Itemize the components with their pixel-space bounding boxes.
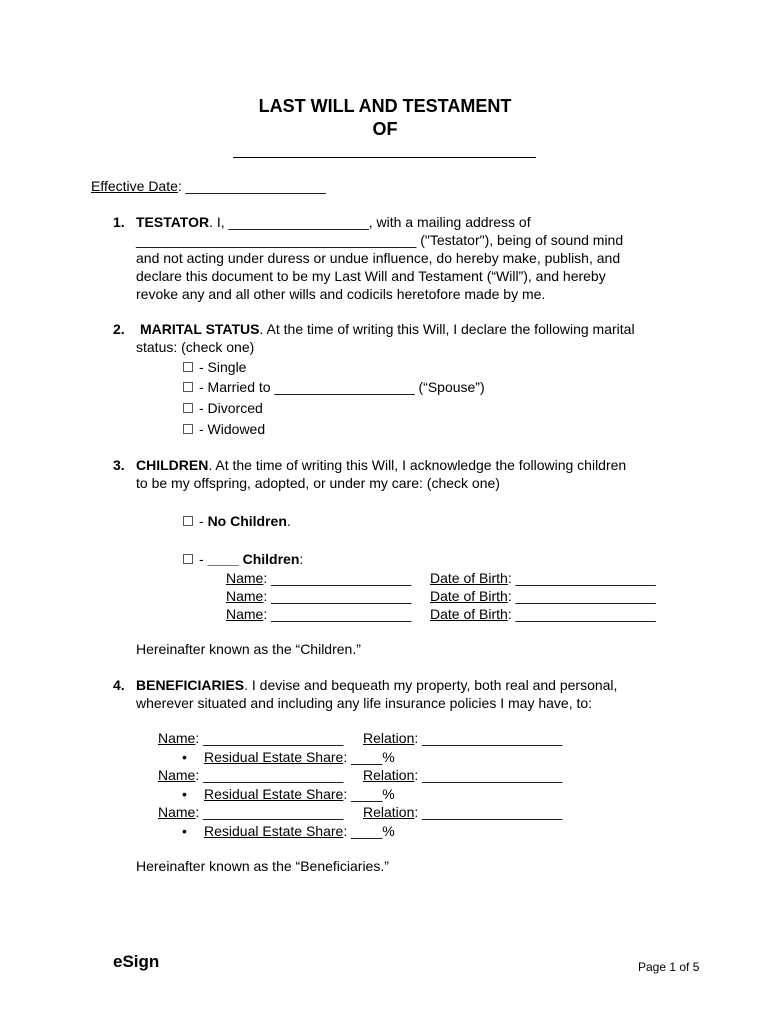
child-dob[interactable] <box>430 569 656 587</box>
section-3-number: 3. <box>113 457 125 473</box>
child-dob-label: Date of Birth <box>430 588 508 604</box>
effective-date-field[interactable] <box>91 177 326 195</box>
section-1-number: 1. <box>113 214 125 230</box>
checkbox-icon[interactable] <box>183 516 193 526</box>
share-blank[interactable]: : ____% <box>343 823 395 839</box>
child-dob[interactable] <box>430 587 656 605</box>
beneficiary-relation-blank[interactable]: : __________________ <box>414 804 563 820</box>
children-hereinafter: Hereinafter known as the “Children.” <box>136 641 361 657</box>
section-1-heading: TESTATOR <box>136 214 210 230</box>
child-row[interactable] <box>226 587 411 605</box>
beneficiary-relation[interactable] <box>363 766 562 784</box>
section-4-line-1 <box>136 676 617 694</box>
section-2-number: 2. <box>113 321 125 337</box>
section-4-line-2: wherever situated and including any life insurance policies I may have, to: <box>136 695 593 711</box>
section-2-line-2: status: (check one) <box>136 339 255 355</box>
beneficiary-name-label: Name <box>158 804 196 820</box>
share-label: Residual Estate Share <box>204 823 344 839</box>
children-label: Children <box>242 551 300 567</box>
beneficiary-share[interactable] <box>182 785 395 803</box>
marital-option-label[interactable]: - Married to __________________ (“Spouse”) <box>199 379 485 395</box>
share-label: Residual Estate Share <box>204 786 344 802</box>
marital-option-widowed[interactable] <box>183 420 265 438</box>
child-row[interactable] <box>226 569 411 587</box>
no-children-label: No Children <box>207 513 287 529</box>
bullet-icon: • <box>182 823 187 839</box>
testator-name-line[interactable] <box>233 157 536 158</box>
share-label: Residual Estate Share <box>204 749 344 765</box>
option-prefix: - <box>199 513 208 529</box>
marital-option-label: - Divorced <box>199 400 263 416</box>
child-name-label: Name <box>226 588 264 604</box>
section-4-number: 4. <box>113 677 125 693</box>
section-3-heading: CHILDREN <box>136 457 209 473</box>
child-dob-label: Date of Birth <box>430 570 508 586</box>
beneficiary-name-blank[interactable]: : __________________ <box>195 730 344 746</box>
section-3-line-2: to be my offspring, adopted, or under my care: (check one) <box>136 475 500 491</box>
beneficiary-relation-label: Relation <box>363 804 415 820</box>
beneficiary-relation[interactable] <box>363 729 562 747</box>
section-1-text-1[interactable]: . I, __________________, with a mailing address of <box>209 214 531 230</box>
beneficiary-share[interactable] <box>182 822 395 840</box>
marital-option-divorced[interactable] <box>183 399 263 417</box>
beneficiary-name[interactable] <box>158 766 343 784</box>
marital-option-single[interactable] <box>183 358 246 376</box>
beneficiary-name[interactable] <box>158 803 343 821</box>
document-title-of: OF <box>372 119 398 139</box>
child-name-label: Name <box>226 570 264 586</box>
marital-option-label: - Single <box>199 359 247 375</box>
section-2-text-1: . At the time of writing this Will, I declare the following marital <box>259 321 635 337</box>
beneficiary-relation-blank[interactable]: : __________________ <box>414 730 563 746</box>
marital-option-label: - Widowed <box>199 421 266 437</box>
beneficiary-name-label: Name <box>158 730 196 746</box>
section-3-line-1 <box>136 456 626 474</box>
section-2-heading: MARITAL STATUS <box>140 321 260 337</box>
share-blank[interactable]: : ____% <box>343 786 395 802</box>
children-option-some[interactable] <box>183 550 303 568</box>
section-4-text-1: . I devise and bequeath my property, both real and personal, <box>244 677 618 693</box>
bullet-icon: • <box>182 749 187 765</box>
beneficiary-name-blank[interactable]: : __________________ <box>195 804 344 820</box>
children-count-blank[interactable]: ____ <box>207 551 239 567</box>
section-1-line-5: revoke any and all other wills and codicils heretofore made by me. <box>136 286 546 302</box>
beneficiary-relation-label: Relation <box>363 730 415 746</box>
checkbox-icon[interactable] <box>183 424 193 434</box>
bullet-icon: • <box>182 786 187 802</box>
beneficiary-relation-label: Relation <box>363 767 415 783</box>
beneficiary-name[interactable] <box>158 729 343 747</box>
child-dob-blank[interactable]: : __________________ <box>507 588 656 604</box>
child-dob-blank[interactable]: : __________________ <box>507 606 656 622</box>
beneficiary-name-label: Name <box>158 767 196 783</box>
share-blank[interactable]: : ____% <box>343 749 395 765</box>
beneficiary-share[interactable] <box>182 748 395 766</box>
checkbox-icon[interactable] <box>183 362 193 372</box>
beneficiary-name-blank[interactable]: : __________________ <box>195 767 344 783</box>
section-1-line-3: and not acting under duress or undue influence, do hereby make, publish, and <box>136 250 621 266</box>
section-2-line-1 <box>140 320 635 338</box>
section-3-text-1: . At the time of writing this Will, I acknowledge the following children <box>208 457 627 473</box>
beneficiaries-hereinafter: Hereinafter known as the “Beneficiaries.” <box>136 858 389 874</box>
child-name-label: Name <box>226 606 264 622</box>
child-dob-label: Date of Birth <box>430 606 508 622</box>
checkbox-icon[interactable] <box>183 382 193 392</box>
child-dob[interactable] <box>430 605 656 623</box>
beneficiary-relation-blank[interactable]: : __________________ <box>414 767 563 783</box>
effective-date-label: Effective Date <box>91 178 178 194</box>
section-1-line-4: declare this document to be my Last Will and Testament (“Will”), and hereby <box>136 268 606 284</box>
option-suffix: . <box>286 513 291 529</box>
esign-logo: eSign <box>113 952 160 971</box>
effective-date-blank[interactable]: : __________________ <box>177 178 326 194</box>
child-name-blank[interactable]: : __________________ <box>263 570 412 586</box>
page-number: Page 1 of 5 <box>638 960 700 974</box>
document-title: LAST WILL AND TESTAMENT <box>258 96 512 116</box>
option-prefix: - <box>199 551 208 567</box>
children-option-none[interactable] <box>183 512 291 530</box>
child-name-blank[interactable]: : __________________ <box>263 606 412 622</box>
beneficiary-relation[interactable] <box>363 803 562 821</box>
marital-option-married[interactable] <box>183 378 485 396</box>
checkbox-icon[interactable] <box>183 554 193 564</box>
child-row[interactable] <box>226 605 411 623</box>
child-name-blank[interactable]: : __________________ <box>263 588 412 604</box>
option-suffix: : <box>299 551 304 567</box>
section-4-heading: BENEFICIARIES <box>136 677 245 693</box>
child-dob-blank[interactable]: : __________________ <box>507 570 656 586</box>
checkbox-icon[interactable] <box>183 403 193 413</box>
section-1-line-1 <box>136 213 531 231</box>
section-1-line-2[interactable]: ____________________________________ ("Testator"), being of sound mind <box>136 232 624 248</box>
